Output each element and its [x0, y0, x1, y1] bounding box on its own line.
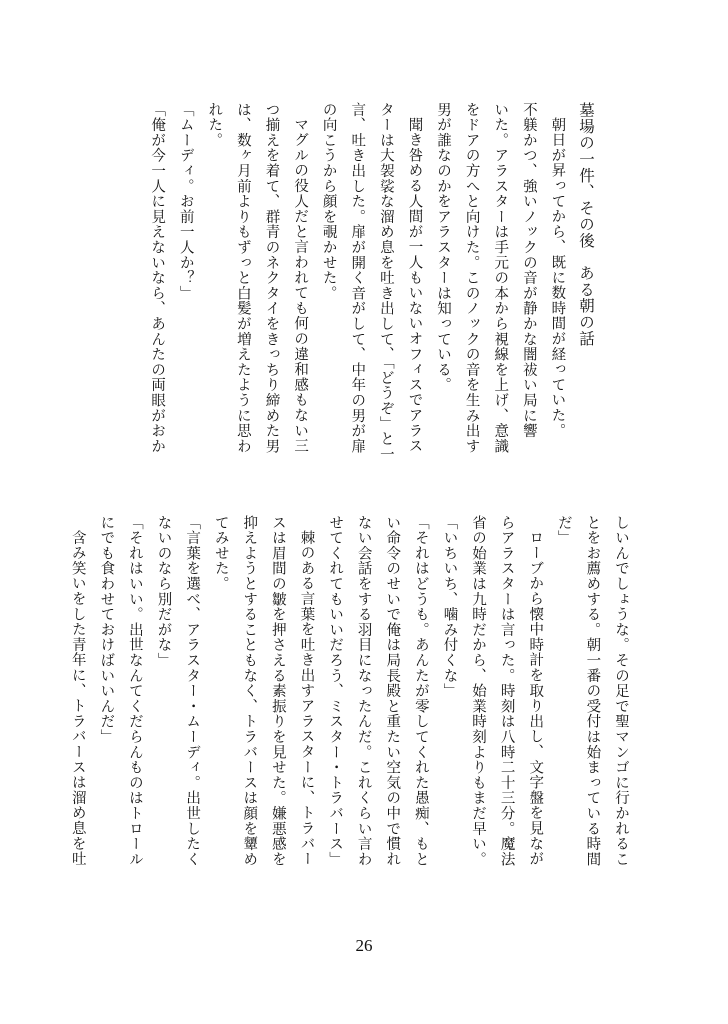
page-number: 26 — [355, 936, 373, 955]
body-line: てみせた。 — [212, 515, 229, 592]
body-line: いた。アラスターは手元の本から視線を上げ、意識 — [492, 102, 509, 454]
body-line: 言、吐き出した。扉が開く音がして、中年の男が扉 — [349, 102, 366, 454]
body-line: は、数ヶ月前よりもずっと白髪が増えたように思わ — [234, 102, 251, 454]
body-line: れた。 — [206, 102, 223, 148]
body-line: しいんでしょうな。その足で聖マンゴに行かれるこ — [613, 515, 629, 867]
body-line: をドアの方へと向けた。このノックの音を生み出す — [463, 102, 480, 454]
body-line: 不躾かつ、強いノックの音が静かな闇祓い局に響 — [520, 102, 537, 439]
body-line: ない会話をする羽目になったんだ。これくらい言わ — [355, 515, 372, 867]
body-line: 抑えようとすることもなく、トラバースは顔を顰め — [241, 515, 258, 867]
body-line: の向こうから顔を覗かせた。 — [320, 102, 337, 301]
body-line: らアラスターは言った。時刻は八時二十三分。魔法 — [498, 515, 515, 867]
chapter-title: 墓場の一件、その後 ある朝の話 — [577, 102, 595, 347]
body-line: ローブから懐中時計を取り出し、文字盤を見なが — [527, 529, 544, 867]
body-line: せてくれてもいいだろう、ミスター・トラバース」 — [327, 515, 344, 867]
body-line: 「言葉を選べ、アラスター・ムーディ。出世したく — [184, 515, 201, 867]
body-line: 聞き咎める人間が一人もいないオフィスでアラス — [406, 116, 423, 454]
body-line: 「ムーディ。お前一人か？」 — [177, 102, 194, 301]
body-line: 含み笑いをした青年に、トラバースは溜め息を吐 — [69, 529, 86, 867]
body-line: マグルの役人だと言われても何の違和感もない三 — [292, 116, 309, 454]
body-line: 「俺が今一人に見えないなら、あんたの両眼がおか — [149, 102, 166, 454]
body-line: だ」 — [555, 515, 572, 546]
body-line: 男が誰なのかをアラスターは知っている。 — [435, 102, 452, 393]
body-line: ないのなら別だがな」 — [155, 515, 172, 668]
upper-text-block — [143, 102, 601, 497]
body-line: 省の始業は九時だから、始業時刻よりもまだ早い。 — [470, 515, 487, 867]
body-line: ターは大袈裟な溜め息を吐き出して、「どうぞ」と一 — [377, 102, 394, 462]
body-line: い命令のせいで俺は局長殿と重たい空気の中で慣れ — [384, 515, 401, 867]
body-line: スは眉間の皺を押さえる素振りを見せた。嫌悪感を — [269, 515, 286, 867]
body-line: 棘のある言葉を吐き出すアラスターに、トラバー — [298, 529, 315, 867]
body-line: 朝日が昇ってから、既に数時間が経っていた。 — [549, 116, 566, 438]
lower-text-block — [63, 515, 635, 935]
body-line: にでも食わせておけばいいんだ」 — [98, 515, 115, 745]
body-line: 「それはどうも。あんたが零してくれた愚痴、もと — [412, 515, 429, 867]
body-line: 「いちいち、噛み付くな」 — [441, 515, 458, 699]
body-line: とをお薦めする。朝一番の受付は始まっている時間 — [584, 515, 601, 867]
body-line: つ揃えを着て、群青のネクタイをきっちり締めた男 — [263, 102, 280, 454]
body-line: 「それはいい。出世なんてくだらんものはトロール — [126, 515, 143, 867]
